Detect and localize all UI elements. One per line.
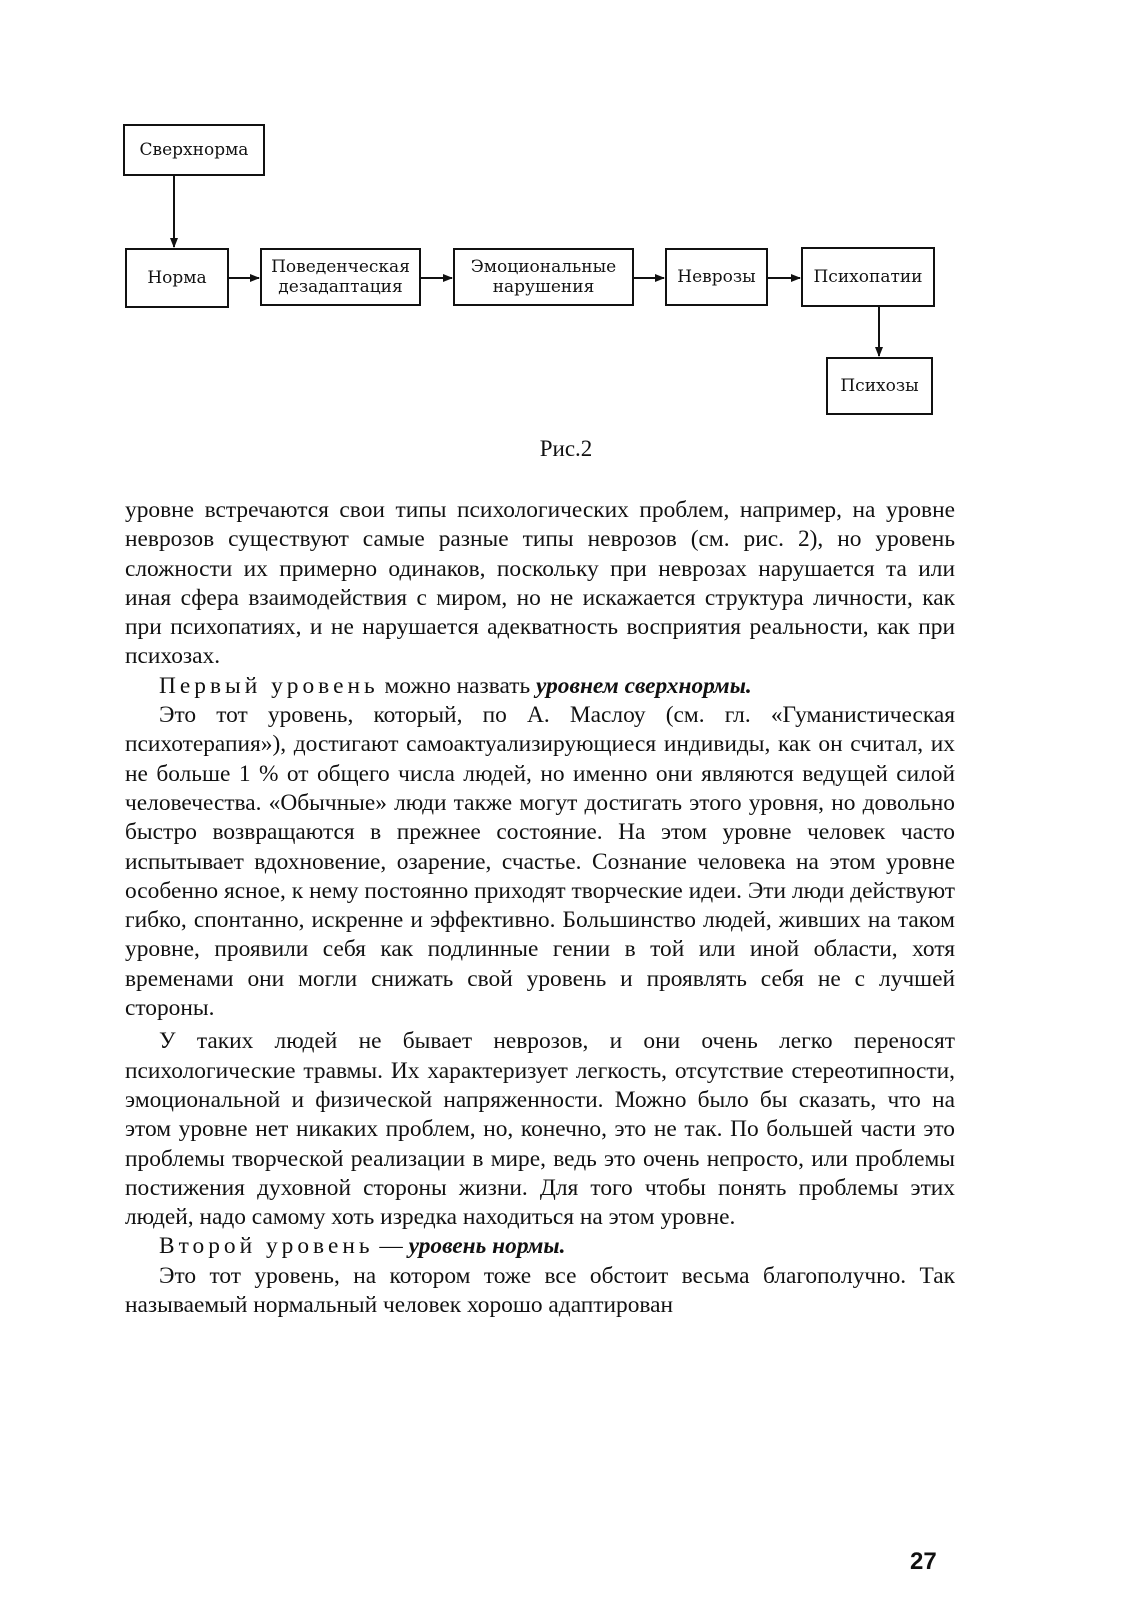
paragraph-second-level — [125, 1232, 955, 1261]
node-norm: Норма — [125, 248, 229, 308]
paragraph-4: У таких людей не бывает неврозов, и они очень легко переносят психологические травмы. Их характеризует легкость, отсутствие стереотипности, эмоциональной и физической напряженности. Можно было бы сказать, что на этом уровне нет никаких проблем, но, конечно, это не так. По большей части это проблемы творческой реализации в мире, ведь это очень непросто, или проблемы постижения духовной стороны жизни. Для того чтобы понять проблемы этих людей, надо самому хоть изредка находиться на этом уровне. — [125, 1028, 955, 1231]
term-norm-level: уровень нормы. — [408, 1233, 566, 1260]
paragraph-1: уровне встречаются свои типы психологических проблем, например, на уровне неврозов существуют самые разные типы неврозов (см. рис. 2), но уровень сложности их примерно одинаков, поскольку при неврозах нарушается та или иная сфера взаимодействия с миром, но не искажается структура личности, как при психопатиях, и не нарушается адекватность восприятия реальности, как при психозах. — [125, 497, 955, 670]
node-supernorm: Сверхнорма — [123, 124, 265, 176]
paragraph-6: Это тот уровень, на котором тоже все обстоит весьма благополучно. Так называемый нормальный человек хорошо адаптирован — [125, 1262, 955, 1319]
body-text — [125, 496, 955, 1320]
term-supernorm-level: уровнем сверхнормы. — [536, 672, 752, 699]
node-neuroses: Неврозы — [665, 248, 768, 306]
connector-dash: — — [373, 1233, 409, 1260]
paragraph-first-level — [125, 672, 955, 701]
figure-caption: Рис.2 — [539, 436, 593, 461]
node-behavioral-maladaptation: Поведенческая дезадаптация — [260, 248, 421, 306]
connector-text: можно назвать — [378, 672, 537, 699]
node-psychoses: Психозы — [826, 357, 933, 415]
term-first-level: Первый уровень — [159, 672, 379, 699]
term-second-level: Второй уровень — [159, 1233, 374, 1260]
node-psychopathies: Психопатии — [801, 247, 935, 307]
diagram-arrows — [0, 0, 1132, 460]
flow-diagram — [0, 0, 1132, 460]
paragraph-3: Это тот уровень, который, по А. Маслоу (см. гл. «Гуманистическая психотерапия»), достигают самоактуализирующиеся индивиды, как он считал, их не больше 1 % от общего числа людей, но именно они являются ведущей силой человечества. «Обычные» люди также могут достигать этого уровня, но довольно быстро возвращаются в прежнее состояние. На этом уровне человек часто испытывает вдохновение, озарение, счастье. Сознание человека на этом уровне особенно ясное, к нему постоянно приходят творческие идеи. Эти люди действуют гибко, спонтанно, искренне и эффективно. Большинство людей, живших на таком уровне, проявили себя как подлинные гении в той или иной области, хотя временами они могли снижать свой уровень и проявлять себя не с лучшей стороны. — [125, 702, 955, 1022]
node-emotional-disorders: Эмоциональные нарушения — [453, 248, 634, 306]
page-number: 27 — [910, 1548, 937, 1575]
